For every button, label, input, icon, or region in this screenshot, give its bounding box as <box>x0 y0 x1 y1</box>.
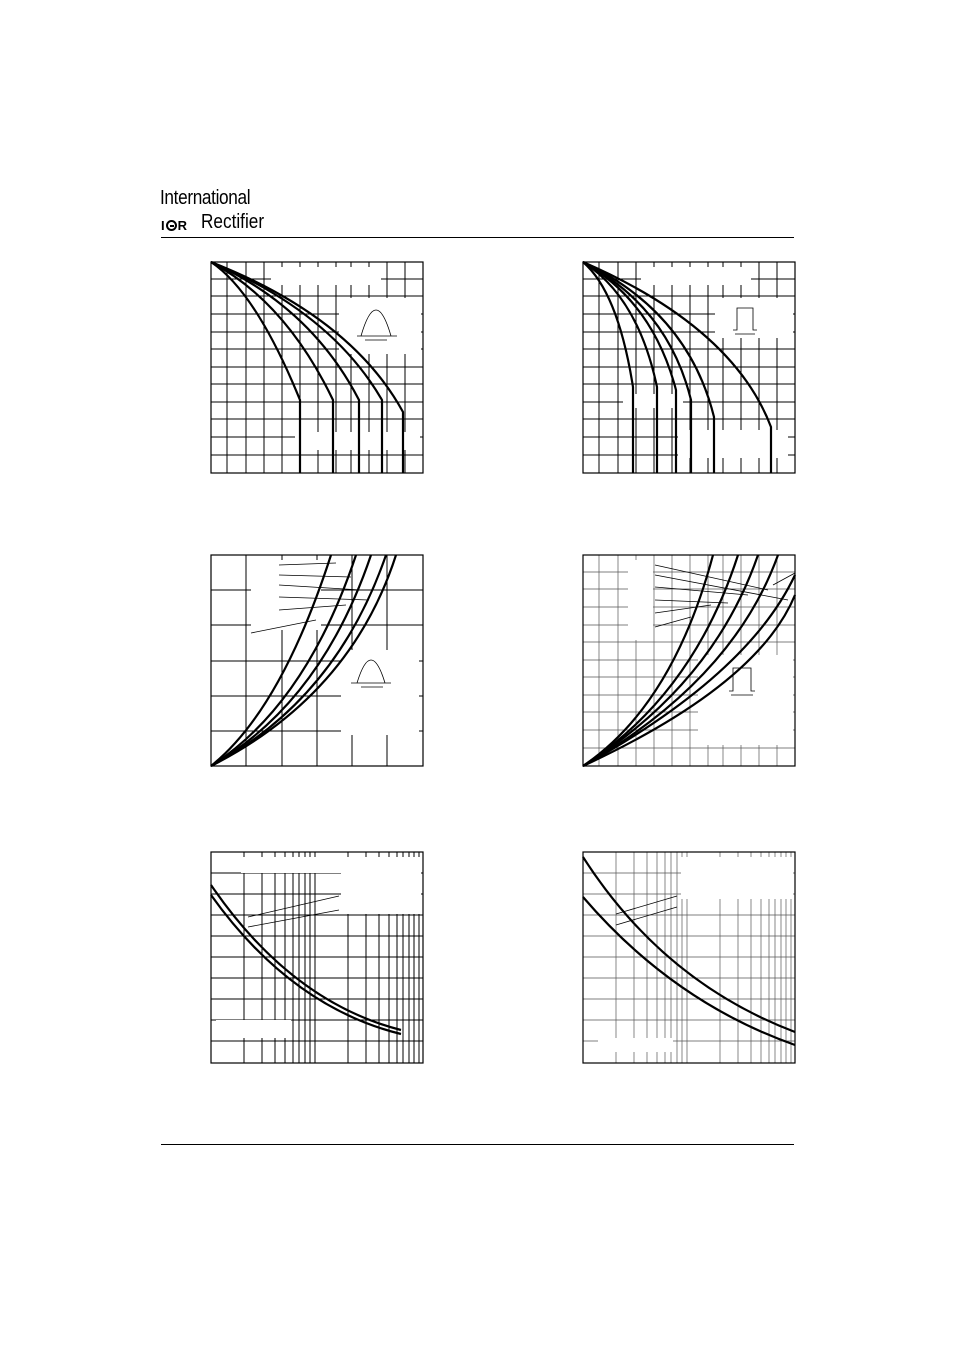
fig-bottom-right-curve-2 <box>583 897 795 1045</box>
brand-line-1: International <box>160 187 251 209</box>
footer-rule <box>161 1144 794 1145</box>
fig-bottom-right-leader-line-1 <box>616 896 677 914</box>
fig-mid-right <box>583 555 795 766</box>
fig-mid-right-leader-line-6 <box>655 617 691 627</box>
fig-top-left <box>211 262 423 473</box>
brand-line-2: Rectifier <box>201 211 265 233</box>
fig-mid-left <box>211 555 423 766</box>
fig-bottom-right-leader-line-2 <box>616 907 677 925</box>
fig-bottom-left <box>211 852 423 1063</box>
header-rule <box>161 237 794 238</box>
fig-bottom-right <box>583 852 795 1063</box>
fig-mid-right-leader-line-4 <box>655 600 728 603</box>
company-logo <box>160 186 280 236</box>
fig-mid-right-leader-line-5 <box>655 605 711 613</box>
fig-top-right <box>583 262 795 473</box>
ior-logo-mark: I R <box>161 218 188 233</box>
